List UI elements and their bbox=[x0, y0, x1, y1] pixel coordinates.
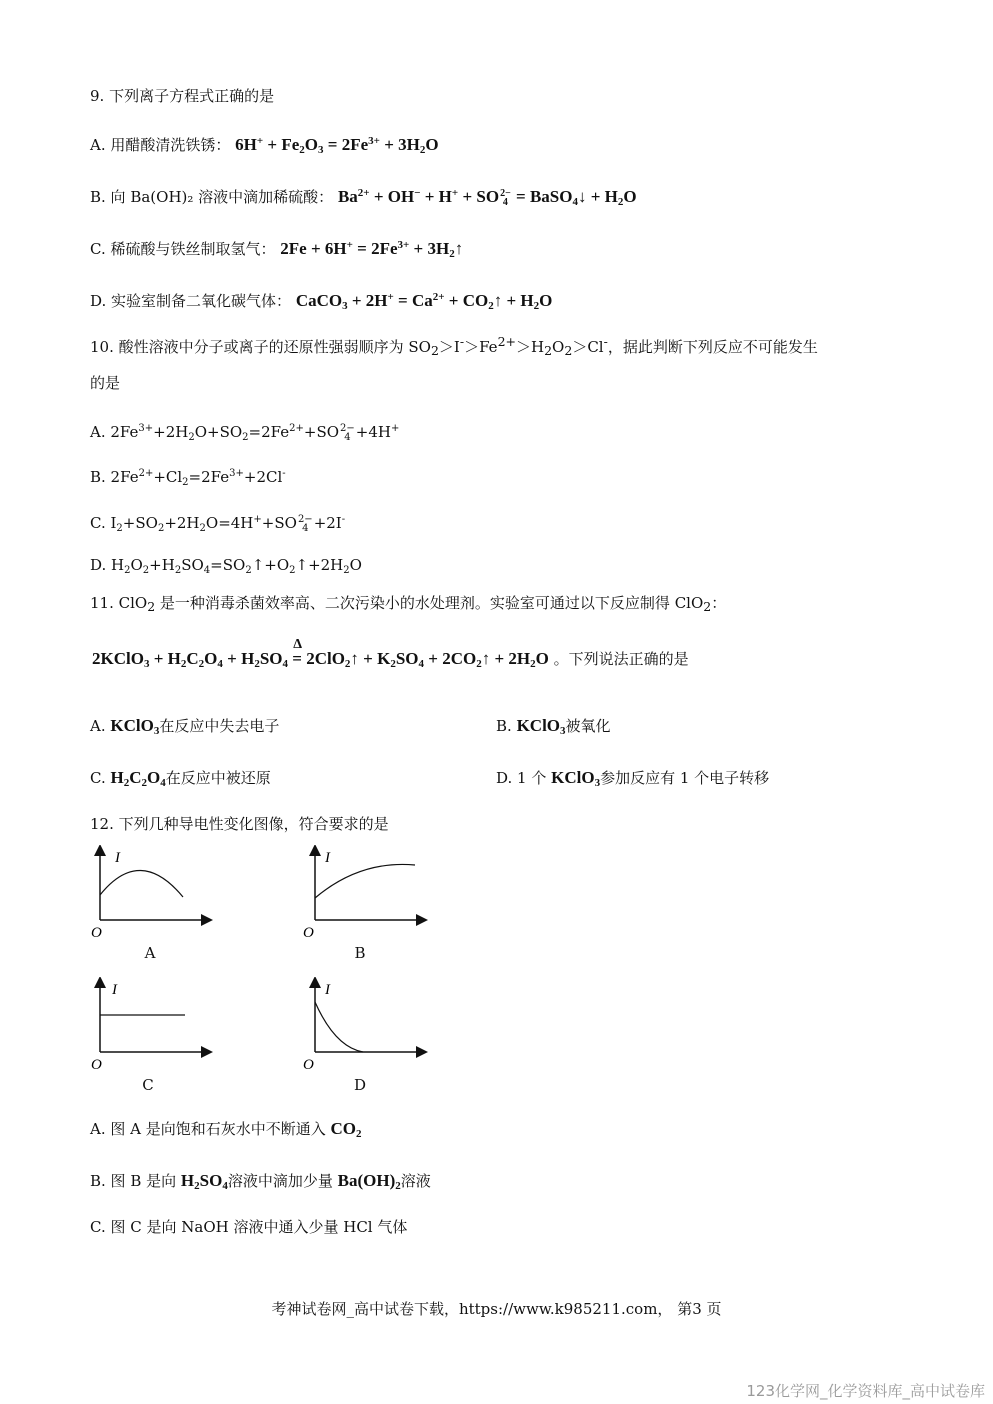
q11-equation: 2KClO$_3$ + $H_2C_2O_4 + H_2SO_4$ Δ = 2ClO$_2$↑ + $K_2SO_4$ + $2CO_2↑ + 2H_2O$ bbox=[92, 637, 549, 670]
graph-d-y-label: I bbox=[325, 982, 330, 998]
graph-c-origin: O bbox=[91, 1057, 102, 1072]
q11-option-d bbox=[496, 767, 769, 794]
q12-option-b-tail: 溶液 bbox=[400, 1172, 431, 1190]
q11-option-b-chem: KClO$_3$ bbox=[516, 716, 566, 737]
q10-option-c: C. $I_2+SO_2+2H_2O=4H^++SO$ 2− 4 +2I- bbox=[90, 514, 346, 534]
q12-stem: 12. 下列几种导电性变化图像，符合要求的是 bbox=[90, 815, 389, 833]
q9-stem: 9. 下列离子方程式正确的是 bbox=[90, 87, 275, 105]
q10-option-a: A. $2Fe^{3+}+2H_2O+SO_2=2Fe^{2+}+SO$ 2− 4 +4H+ bbox=[90, 423, 400, 443]
q9-option-b bbox=[90, 182, 637, 213]
q11-option-d-prefix: D. 1 个 bbox=[496, 769, 547, 787]
q11-option-d-text: 参加反应有 1 个电子转移 bbox=[600, 769, 770, 787]
q9-option-d bbox=[90, 286, 552, 317]
graph-c-label: C bbox=[142, 1076, 154, 1094]
graph-a-y-label: I bbox=[115, 850, 120, 866]
q12-option-a-chem: $CO_2$ bbox=[330, 1119, 362, 1140]
graph-b-y-label: I bbox=[325, 850, 330, 866]
q11-option-b-prefix: B. bbox=[496, 717, 512, 735]
q11-option-b bbox=[496, 715, 611, 742]
q10-option-b: B. $2Fe^{2+}+Cl_2=2Fe^{3+}+2Cl^-$ bbox=[90, 468, 286, 488]
graph-c-y-label: I bbox=[112, 982, 117, 998]
q10-option-d: D. $H_2O_2+H_2SO_4=SO_2↑+O_2↑+2H_2O$ bbox=[90, 556, 362, 576]
q11-option-c-prefix: C. bbox=[90, 769, 106, 787]
q11-option-c bbox=[90, 767, 271, 794]
q12-option-b-chem2: $Ba(OH)_2$ bbox=[337, 1171, 401, 1192]
q9-option-a-text: A. 用醋酸清洗铁锈： bbox=[90, 136, 231, 154]
graph-d-label: D bbox=[353, 1076, 367, 1094]
q9-option-b-text: B. 向 Ba(OH)₂ 溶液中滴加稀硫酸： bbox=[90, 188, 334, 206]
graph-c bbox=[85, 977, 215, 1072]
q9-option-a-equation: $6H^+ + Fe_2O_3 = 2Fe^{3+} + 3H_2O$ bbox=[235, 135, 439, 156]
q10-stem-line1: 10. 酸性溶液中分子或离子的还原性强弱顺序为 $SO_2>I^->Fe^{2+}>H_2O_2>Cl^-$，据此判断下列反应不可能发生 bbox=[90, 334, 818, 358]
graph-b-origin: O bbox=[303, 925, 314, 940]
q9-option-c bbox=[90, 234, 463, 265]
q12-option-a bbox=[90, 1118, 362, 1145]
q11-option-c-text: 在反应中被还原 bbox=[165, 769, 271, 787]
q11-option-a-chem: KClO$_3$ bbox=[110, 716, 160, 737]
q12-option-b-mid: 溶液中滴加少量 bbox=[227, 1172, 333, 1190]
graph-a-curve bbox=[100, 870, 183, 897]
graph-d-curve bbox=[315, 1002, 363, 1052]
q11-option-a-text: 在反应中失去电子 bbox=[159, 717, 280, 735]
graph-a-origin: O bbox=[91, 925, 102, 940]
q11-option-b-text: 被氧化 bbox=[565, 717, 611, 735]
graph-a-label: A bbox=[144, 944, 156, 962]
heat-delta-sign: Δ = bbox=[292, 637, 303, 668]
q12-option-b bbox=[90, 1170, 431, 1197]
q12-option-b-chem1: $H_2SO_4$ bbox=[180, 1171, 228, 1192]
q9-option-b-equation: $Ba^{2+} + OH^- + H^+$ + SO 2− 4 = BaSO$_4$↓ + $H_2O$ bbox=[337, 187, 637, 209]
q9-option-a bbox=[90, 130, 439, 161]
q11-stem: 11. ClO$_2$ 是一种消毒杀菌效率高、二次污染小的水处理剂。实验室可通过以下反应制得 ClO$_2$： bbox=[90, 594, 727, 614]
q12-option-c: C. 图 C 是向 NaOH 溶液中通入少量 HCl 气体 bbox=[90, 1218, 408, 1236]
graph-b-label: B bbox=[354, 944, 366, 962]
q9-option-c-equation: $2Fe + 6H^+ = 2Fe^{3+}$ + $3H_2↑$ bbox=[280, 239, 464, 260]
q10-stem-line2: 的是 bbox=[90, 374, 121, 392]
q9-option-d-equation: CaCO$_3$ + $2H^+ = Ca^{2+}$ + $CO_2↑ + H_2O$ bbox=[295, 291, 553, 312]
watermark: 123化学网_化学资料库_高中试卷库 bbox=[746, 1382, 985, 1400]
q11-equation-line bbox=[92, 637, 689, 675]
graph-a bbox=[85, 845, 215, 940]
q11-option-a-prefix: A. bbox=[90, 717, 106, 735]
q11-option-d-chem: KClO$_3$ bbox=[551, 768, 601, 789]
q12-option-b-text: B. 图 B 是向 bbox=[90, 1172, 177, 1190]
q12-option-a-text: A. 图 A 是向饱和石灰水中不断通入 bbox=[90, 1120, 326, 1138]
q11-equation-tail: 。下列说法正确的是 bbox=[553, 650, 689, 668]
q9-option-d-text: D. 实验室制备二氧化碳气体： bbox=[90, 292, 292, 310]
graph-b-curve bbox=[315, 864, 415, 898]
graph-d-origin: O bbox=[303, 1057, 314, 1072]
graph-d bbox=[300, 977, 430, 1072]
graph-b bbox=[300, 845, 430, 940]
q11-option-a bbox=[90, 715, 279, 742]
q11-option-c-chem: $H_2C_2O_4$ bbox=[110, 768, 166, 789]
page-footer: 考神试卷网_高中试卷下载，https://www.k985211.com， 第3 页 bbox=[271, 1300, 722, 1318]
q9-option-c-text: C. 稀硫酸与铁丝制取氢气： bbox=[90, 240, 276, 258]
